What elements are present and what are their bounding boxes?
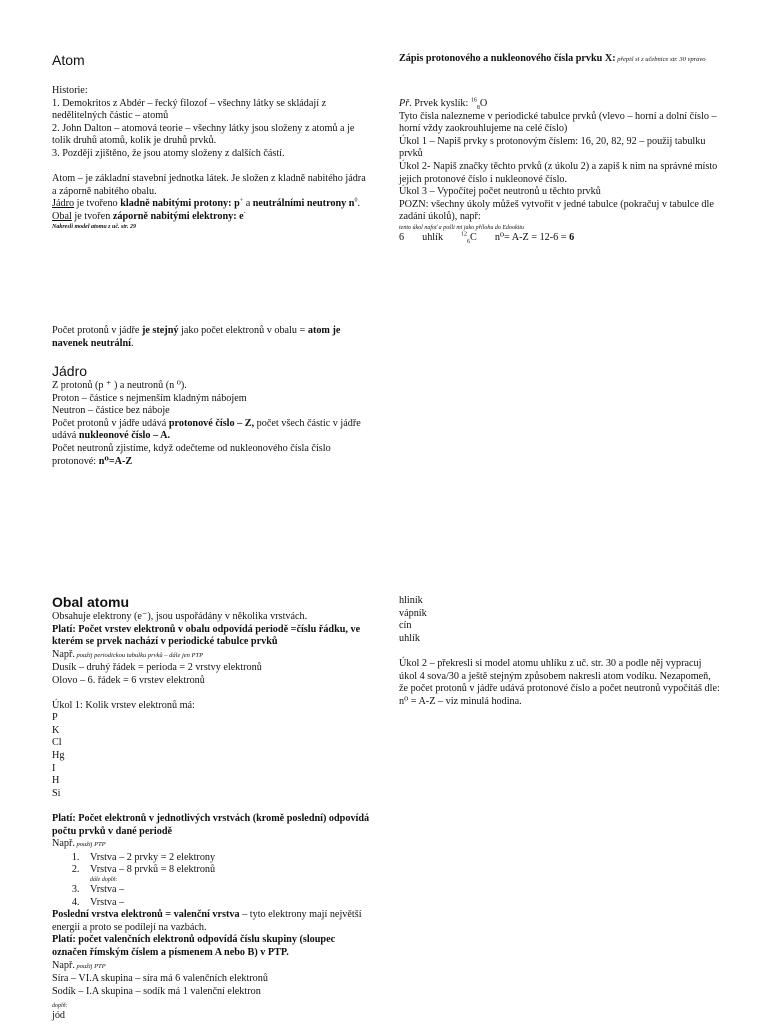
obal-heading: Obal atomu (52, 594, 130, 610)
plati-3-text: Platí: počet valenčních elektronů odpovídá číslu skupiny (sloupec označen římským číslem a písmenem A nebo B) v PTP. (52, 934, 336, 958)
neutral-end: . (130, 337, 134, 349)
neutral-mid: jako počet elektronů v obalu = (178, 325, 308, 336)
napr-2-note: použij PTP (74, 841, 106, 849)
list-item: cín (399, 620, 412, 632)
plati-2-section (52, 813, 372, 1023)
jadro-line-1: Z protonů (p ⁺ ) a neutronů (n ⁰). (52, 380, 187, 391)
ukol-2-model-text: Úkol 2 – překresli si model atomu uhlíku z uč. str. 30 a podle něj vypracuj úkol 4 sova/30 a ještě stejným způsobem nakresli atom vodíku. Nezapomeň, že počet protonů v jádře udává protonové číslo a počet neutronů vypočítáš dle: n⁰ = A-Z – viz minulá hodina. (399, 658, 720, 707)
jadro-line5-pre: Počet neutronů zjistíme, když odečteme od nukleonového čísla číslo protonové: (52, 442, 331, 467)
row-sup: 12 (461, 231, 468, 238)
obal-section (52, 594, 372, 800)
historie-item-3: 3. Později zjištěno, že jsou atomy složeny z dalších částí. (52, 147, 285, 159)
napr-3 (52, 960, 372, 974)
obal-line (52, 211, 372, 224)
tyto-text: Tyto čísla nalezneme v periodické tabulce prvků (vlevo – horní a dolní číslo – horní vždy zaokrouhlujeme na celé číslo) (399, 110, 717, 135)
posledni-vrstva (52, 909, 372, 934)
historie-item-1: 1. Demokritos z Abdér – řecký filozof – všechny látky se skládají z nedělitelných částic – atomů (52, 97, 327, 122)
example-olovo: Olovo – 6. řádek = 6 vrstev elektronů (52, 674, 205, 686)
ukol-2-right: Úkol 2- Napiš značky těchto prvků (z úkolu 2) a zapiš k nim na správné místo jejich protonové číslo i nukleonové číslo. (399, 160, 718, 185)
example-section (399, 98, 721, 245)
example-dusik: Dusík – druhý řádek = perioda = 2 vrstvy elektronů (52, 662, 262, 674)
element-cl: Cl (52, 737, 62, 749)
plati-2-text: Platí: Počet elektronů v jednotlivých vrstvách (kromě poslední) odpovídá počtu prvků v dané periodě (52, 813, 370, 837)
jadro-line-2: Proton – částice s nejmenším kladným nábojem (52, 392, 247, 404)
element-hg: Hg (52, 749, 65, 761)
layers-list-continued (52, 884, 372, 909)
row-calc: n⁰= A-Z = 12-6 = (494, 231, 570, 243)
zapis-note: přepiš si z učebnice str. 30 vpravo (615, 56, 706, 63)
zero-sup: 0 (354, 197, 358, 204)
layers-list (52, 852, 372, 877)
row-z: 6 (399, 231, 405, 243)
neutral-bold1: je stejný (141, 325, 179, 336)
jadro-line4-mid: počet všech částic v jádře udává (52, 417, 361, 442)
neutron-formula: n⁰=A-Z (98, 455, 133, 467)
layer-item: 1. Vrstva – 2 prvky = 2 elektrony (82, 852, 372, 865)
ukol-1-right: Úkol 1 – Napiš prvky s protonovým číslem: 16, 20, 82, 92 – použij tabulku prvků (399, 135, 706, 160)
napr-2-label: Např. (52, 838, 75, 850)
model-note: Nakresli model atomu z uč. str. 29 (52, 224, 137, 231)
protonove-cislo: protonové číslo – Z, (168, 417, 255, 429)
neutral-bold2: atom je navenek neutrální (52, 325, 341, 349)
neutral-statement (52, 325, 372, 350)
pozn-text: POZN: všechny úkoly můžeš vytvořit v jedné tabulce (pokračuj v tabulce dle zadání úkolů), např: (399, 198, 714, 223)
atom-definition-text: Atom – je základní stavební jednotka látek. Je složen z kladně nabitého jádra a záporně nabitého obalu. (52, 173, 366, 197)
neutral-pre: Počet protonů v jádře (52, 325, 142, 336)
list-item: uhlík (399, 632, 420, 644)
jadro-section (52, 363, 372, 468)
jadro-line-5 (52, 443, 372, 468)
pozn-note: tento úkol nafoť a pošli mi jako přílohu do Edookitu (399, 224, 525, 231)
pr-sub: 8 (476, 105, 480, 112)
ukol-1-left: Úkol 1: Kolik vrstev elektronů má: (52, 699, 195, 711)
napr-1-note: použij periodickou tabulku prvků – dále jen PTP (74, 651, 204, 659)
row-name: uhlík (422, 231, 444, 243)
layer-item: 4. Vrstva – (82, 897, 372, 910)
element-i: I (52, 762, 56, 774)
pr-sup: 16 (470, 97, 477, 104)
pr-line (399, 98, 721, 111)
plati-3 (52, 934, 372, 959)
nukleonove-cislo: nukleonové číslo – A. (78, 430, 171, 442)
example-sodik: Sodík – I.A skupina – sodík má 1 valenční elektron (52, 985, 261, 997)
example-row (399, 232, 721, 245)
historie-heading: Historie: (52, 85, 88, 96)
list-item: vápník (399, 607, 427, 619)
jadro-word: Jádro (52, 198, 75, 210)
layer-item: 2. Vrstva – 8 prvků = 8 elektronů (82, 864, 372, 877)
row-sub: 6 (467, 238, 471, 245)
obal-mid: je tvořen (71, 210, 113, 222)
neutrony-bold: neutrálními neutrony n (252, 198, 355, 210)
protony-bold: kladně nabitými protony: p (120, 198, 240, 210)
layer-item: 3. Vrstva – (82, 884, 372, 897)
plati-1-text: Platí: Počet vrstev elektronů v obalu odpovídá periodě =číslu řádku, ve kterém se prvek nachází v periodické tabulce prvků (52, 623, 361, 648)
napr-3-label: Např. (52, 959, 75, 971)
obal-line-1: Obsahuje elektrony (e⁻), jsou uspořádány v několika vrstvách. (52, 611, 308, 622)
zapis-section (399, 53, 721, 67)
plati-1 (52, 624, 372, 649)
elektrony-bold: záporně nabitými elektrony: e (112, 210, 244, 222)
element-k: K (52, 724, 60, 736)
element-p: P (52, 712, 58, 724)
jadro-end: . (357, 198, 361, 210)
napr-2 (52, 838, 372, 852)
jadro-heading: Jádro (52, 363, 88, 379)
zapis-heading: Zápis protonového a nukleonového čísla prvku X: (399, 53, 616, 64)
element-si: Si (52, 787, 61, 799)
page-title: Atom (52, 52, 85, 68)
jadro-line-4 (52, 418, 372, 443)
obal-word: Obal (52, 210, 72, 222)
atom-definition (52, 173, 372, 231)
element-list (399, 595, 721, 645)
plati-2 (52, 813, 372, 838)
napr-1-label: Např. (52, 648, 75, 660)
posledni-rest: – tyto elektrony mají největší energii a proto se podílejí na vazbách. (52, 909, 362, 933)
ukol-2-model (399, 658, 721, 708)
row-element: C (470, 231, 477, 243)
jadro-line-3: Neutron – částice bez náboje (52, 405, 170, 417)
jadro-mid: je tvořeno (74, 198, 121, 210)
jadro-line4-pre: Počet protonů v jádře udává (52, 417, 169, 429)
and-text: a (243, 198, 253, 210)
element-h: H (52, 775, 60, 787)
pr-element: O (479, 98, 488, 109)
doplň-note: doplň: (52, 1003, 68, 1010)
ukol-3-right: Úkol 3 – Vypočítej počet neutronů u těchto prvků (399, 186, 601, 198)
row-result: 6 (569, 231, 575, 243)
jadro-line (52, 198, 372, 211)
historie-section (52, 85, 372, 161)
historie-item-2: 2. John Dalton – atomová teorie – všechny látky jsou složeny z atomů a je tolik druhů atomů, kolik je druhů prvků. (52, 122, 355, 147)
example-sira: Síra – VI.A skupina – síra má 6 valenčních elektronů (52, 973, 268, 985)
last-item-jod: jód (52, 1010, 66, 1022)
pr-label: Př. (399, 98, 412, 109)
napr-1 (52, 649, 372, 663)
pr-text: Prvek kyslík: (411, 98, 471, 109)
napr-3-note: použij PTP (74, 962, 106, 970)
minus-sup: - (243, 210, 246, 217)
dale-note: dále doplň: (90, 876, 118, 883)
plus-sup: + (239, 197, 244, 204)
posledni-bold: Poslední vrstva elektronů = valenční vrstva (52, 909, 240, 921)
list-item: hliník (399, 595, 423, 606)
